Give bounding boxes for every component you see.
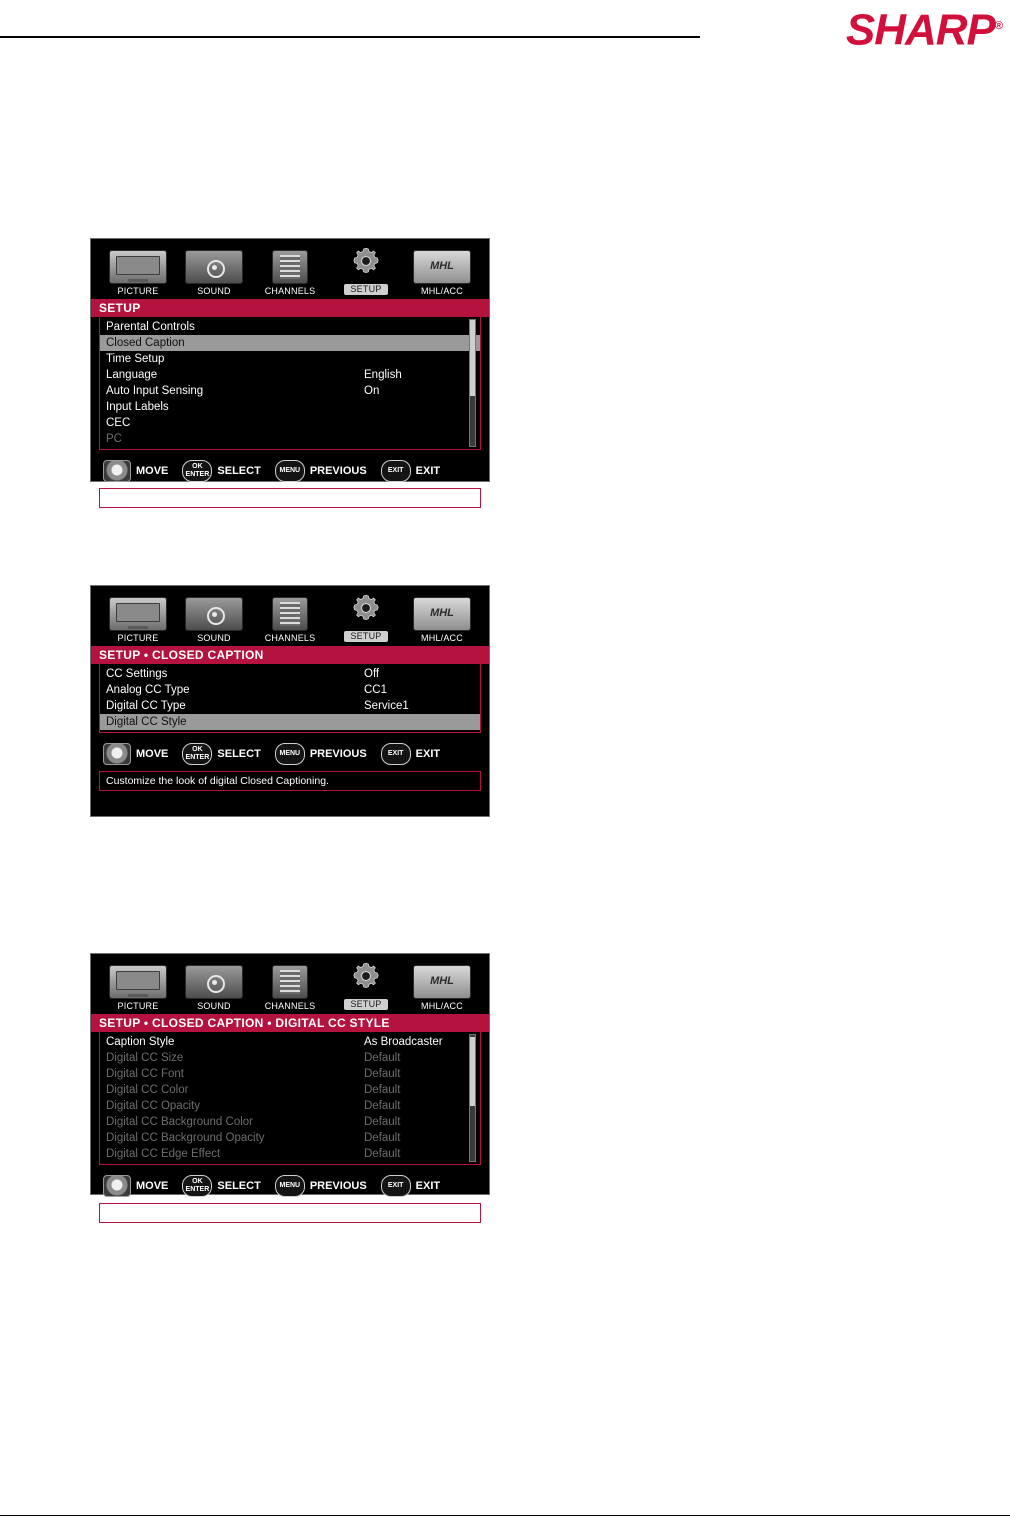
setup-gear-icon: [338, 592, 394, 624]
key-menu-icon[interactable]: MENU: [275, 460, 305, 482]
scrollbar[interactable]: [469, 1034, 476, 1162]
menu-row-label: Digital CC Background Color: [106, 1116, 254, 1128]
legend-label: EXIT: [415, 1180, 441, 1192]
menu-row-label: Language: [106, 369, 158, 381]
menu-row-label: Time Setup: [106, 353, 165, 365]
tab-label: MHL/ACC: [421, 286, 463, 296]
osd-tab-strip: [91, 239, 489, 299]
tab-label: SOUND: [197, 633, 231, 643]
key-ok-icon[interactable]: OK ENTER: [182, 743, 212, 765]
menu-row[interactable]: [100, 666, 480, 682]
setup-gear-icon: [338, 245, 394, 277]
menu-row-label: Analog CC Type: [106, 684, 190, 696]
registered-mark: ®: [994, 20, 1002, 32]
legend-item: [103, 743, 168, 765]
menu-row-label: Closed Caption: [106, 337, 185, 349]
tab-label: PICTURE: [117, 286, 159, 296]
menu-row-value: As Broadcaster: [364, 1036, 443, 1048]
tab-label: SETUP: [344, 284, 387, 295]
legend-label: SELECT: [217, 1180, 261, 1192]
menu-row-label: Digital CC Style: [106, 716, 187, 728]
menu-row-value: Service1: [364, 700, 409, 712]
key-exit-icon[interactable]: EXIT: [381, 743, 411, 765]
tab-label: SETUP: [344, 999, 387, 1010]
menu-row-label: Digital CC Edge Effect: [106, 1148, 221, 1160]
menu-row-label: Digital CC Background Opacity: [106, 1132, 265, 1144]
help-text: Customize the look of digital Closed Captioning.: [99, 771, 481, 791]
legend-item: [381, 460, 440, 482]
legend-label: MOVE: [136, 1180, 169, 1192]
legend-item: [381, 1175, 440, 1197]
tab-label: CHANNELS: [264, 633, 316, 643]
menu-row-label: Input Labels: [106, 401, 169, 413]
mhl-icon: [413, 250, 471, 284]
menu-row[interactable]: [100, 1098, 480, 1114]
tab-label: CHANNELS: [264, 1001, 316, 1011]
legend-label: MOVE: [136, 748, 169, 760]
menu-row[interactable]: [100, 1050, 480, 1066]
picture-icon: [109, 250, 167, 284]
osd-item-list: [91, 1032, 489, 1169]
menu-row[interactable]: [100, 399, 480, 415]
key-ok-icon[interactable]: OK ENTER: [182, 1175, 212, 1197]
tab-label: PICTURE: [117, 633, 159, 643]
tab-label: SOUND: [197, 1001, 231, 1011]
tab-picture[interactable]: [101, 597, 175, 644]
picture-icon: [109, 597, 167, 631]
help-text: Set the look of Digital CC.: [99, 1203, 481, 1223]
menu-row-label: PC: [106, 433, 122, 445]
tab-mhl-acc[interactable]: [405, 597, 479, 644]
menu-row[interactable]: [100, 1114, 480, 1130]
menu-row-label: Caption Style: [106, 1036, 175, 1048]
tab-channels[interactable]: [253, 250, 327, 297]
channels-icon: [272, 250, 308, 284]
menu-row-label: CC Settings: [106, 668, 168, 680]
menu-row[interactable]: [100, 714, 480, 730]
legend-label: SELECT: [217, 748, 261, 760]
legend-item: [103, 1175, 168, 1197]
legend-item: [103, 460, 168, 482]
help-text: Adjust Closed Captioning settings.: [99, 488, 481, 508]
menu-row-value: English: [364, 369, 402, 381]
menu-row[interactable]: [100, 335, 480, 351]
tab-label: CHANNELS: [264, 286, 316, 296]
menu-row[interactable]: [100, 351, 480, 367]
menu-row-value: Off: [364, 668, 380, 680]
menu-row-label: Digital CC Color: [106, 1084, 189, 1096]
legend-label: EXIT: [415, 748, 441, 760]
tab-mhl-acc[interactable]: [405, 965, 479, 1012]
key-ok-icon[interactable]: OK ENTER: [182, 460, 212, 482]
menu-row[interactable]: [100, 682, 480, 698]
picture-icon: [109, 965, 167, 999]
legend-bar: [91, 737, 489, 769]
key-exit-icon[interactable]: EXIT: [381, 460, 411, 482]
key-menu-icon[interactable]: MENU: [275, 1175, 305, 1197]
sound-icon: [185, 597, 243, 631]
menu-row-value: On: [364, 385, 380, 397]
channels-icon: [272, 965, 308, 999]
tab-setup[interactable]: [329, 960, 403, 1012]
osd-tab-strip: [91, 954, 489, 1014]
menu-row-label: Parental Controls: [106, 321, 195, 333]
menu-row[interactable]: [100, 319, 480, 335]
menu-row[interactable]: [100, 415, 480, 431]
mhl-icon: [413, 597, 471, 631]
menu-row-label: Digital CC Opacity: [106, 1100, 200, 1112]
osd-tab-strip: [91, 586, 489, 646]
dpad-icon[interactable]: [103, 1175, 131, 1197]
menu-row-value: Default: [364, 1068, 401, 1080]
tab-picture[interactable]: [101, 250, 175, 297]
menu-row-label: Digital CC Font: [106, 1068, 184, 1080]
tab-label: PICTURE: [117, 1001, 159, 1011]
osd-breadcrumb-title: SETUP • CLOSED CAPTION • DIGITAL CC STYLE: [91, 1014, 489, 1032]
legend-item: [182, 743, 260, 765]
dpad-icon[interactable]: [103, 743, 131, 765]
menu-row[interactable]: [100, 383, 480, 399]
setup-gear-icon: [338, 960, 394, 992]
legend-item: [182, 1175, 260, 1197]
osd-breadcrumb-title: SETUP • CLOSED CAPTION: [91, 646, 489, 664]
setup-gear-icon: [351, 593, 381, 623]
channels-icon: [272, 597, 308, 631]
osd-item-list: [91, 664, 489, 737]
dpad-icon[interactable]: [103, 460, 131, 482]
scrollbar-thumb[interactable]: [470, 1037, 475, 1106]
legend-label: PREVIOUS: [309, 1180, 367, 1192]
scrollbar[interactable]: [469, 319, 476, 447]
legend-item: [275, 460, 367, 482]
tab-setup[interactable]: [329, 592, 403, 644]
tab-mhl-acc[interactable]: [405, 250, 479, 297]
menu-row[interactable]: [100, 1146, 480, 1162]
osd-setup-menu: [90, 238, 490, 504]
sound-icon: [185, 965, 243, 999]
tab-label: SETUP: [344, 631, 387, 642]
menu-row[interactable]: [100, 1130, 480, 1146]
key-exit-icon[interactable]: EXIT: [381, 1175, 411, 1197]
legend-label: SELECT: [217, 465, 261, 477]
legend-label: PREVIOUS: [309, 748, 367, 760]
legend-item: [275, 1175, 367, 1197]
tab-label: MHL/ACC: [421, 633, 463, 643]
menu-row-value: Default: [364, 1084, 401, 1096]
scrollbar-thumb[interactable]: [470, 320, 475, 396]
tab-sound[interactable]: [177, 597, 251, 644]
sharp-logo: [752, 4, 1002, 55]
mhl-icon: [413, 965, 471, 999]
setup-gear-icon: [351, 961, 381, 991]
menu-row[interactable]: [100, 698, 480, 714]
osd-closed-caption-menu: [90, 585, 490, 817]
osd-breadcrumb-title: SETUP: [91, 299, 489, 317]
menu-row[interactable]: [100, 1034, 480, 1050]
menu-row-value: CC1: [364, 684, 388, 696]
tab-channels[interactable]: [253, 597, 327, 644]
legend-bar: [91, 454, 489, 486]
menu-row-label: Digital CC Type: [106, 700, 186, 712]
menu-row[interactable]: [100, 1066, 480, 1082]
menu-row-value: Default: [364, 1100, 401, 1112]
tab-sound[interactable]: [177, 250, 251, 297]
tab-label: SOUND: [197, 286, 231, 296]
legend-item: [381, 743, 440, 765]
legend-item: [275, 743, 367, 765]
tab-channels[interactable]: [253, 965, 327, 1012]
tab-picture[interactable]: [101, 965, 175, 1012]
osd-digital-cc-style-menu: [90, 953, 490, 1219]
legend-bar: [91, 1169, 489, 1201]
key-menu-icon[interactable]: MENU: [275, 743, 305, 765]
menu-row[interactable]: [100, 431, 480, 447]
legend-label: PREVIOUS: [309, 465, 367, 477]
header-divider: [0, 36, 700, 38]
menu-row[interactable]: [100, 1082, 480, 1098]
legend-item: [182, 460, 260, 482]
brand-wordmark: SHARP: [845, 5, 995, 55]
osd-item-list: [91, 317, 489, 454]
sound-icon: [185, 250, 243, 284]
footer-divider: [0, 1515, 1010, 1516]
menu-row[interactable]: [100, 367, 480, 383]
tab-label: MHL/ACC: [421, 1001, 463, 1011]
menu-row-value: Default: [364, 1052, 401, 1064]
menu-row-value: Default: [364, 1148, 401, 1160]
menu-row-label: CEC: [106, 417, 131, 429]
tab-sound[interactable]: [177, 965, 251, 1012]
menu-row-value: Default: [364, 1132, 401, 1144]
menu-row-value: Default: [364, 1116, 401, 1128]
legend-label: MOVE: [136, 465, 169, 477]
setup-gear-icon: [351, 246, 381, 276]
menu-row-label: Auto Input Sensing: [106, 385, 204, 397]
legend-label: EXIT: [415, 465, 441, 477]
menu-row-label: Digital CC Size: [106, 1052, 184, 1064]
tab-setup[interactable]: [329, 245, 403, 297]
